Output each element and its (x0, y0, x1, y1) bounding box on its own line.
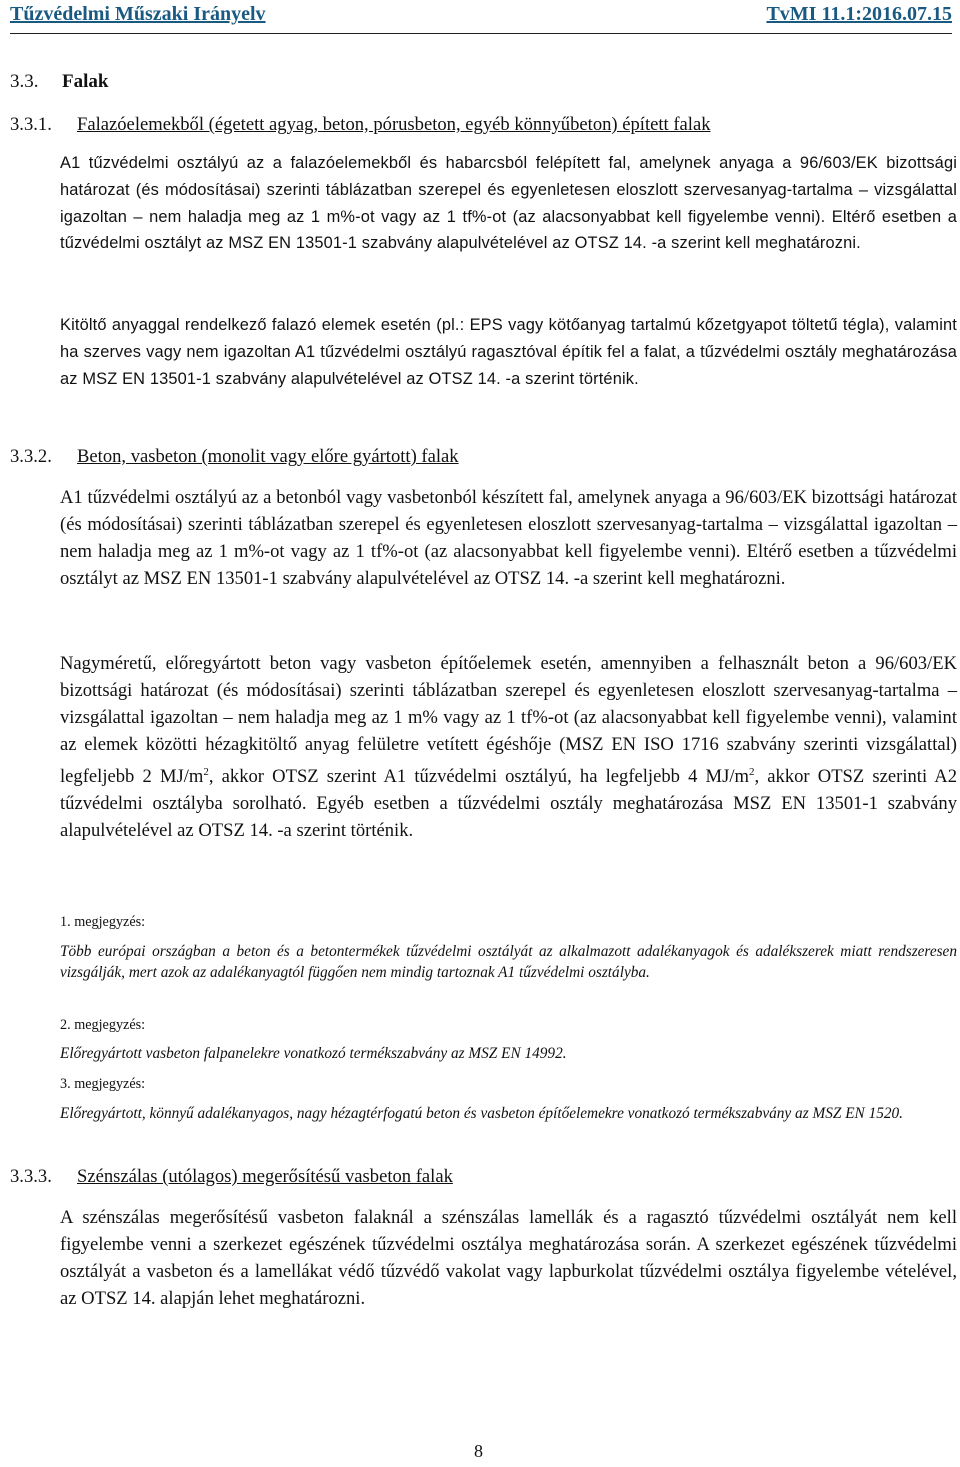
section-3-3-title: Falak (62, 71, 109, 92)
superscript-2-a: 2 (203, 765, 209, 778)
note-3-text: Előregyártott, könnyű adalékanyagos, nagy hézagtérfogatú beton és vasbeton építőelemekre vonatkozó termékszabvány az MSZ EN 1520. (60, 1105, 903, 1122)
page-number: 8 (474, 1441, 483, 1461)
superscript-2-b: 2 (748, 765, 755, 778)
note-3-label: 3. megjegyzés: (60, 1076, 146, 1092)
section-3-3-3-paragraph-1: A szénszálas megerősítésű vasbeton falaknál a szénszálas lamellák és a ragasztó tűzvédelmi osztályát nem kell figyelembe venni a szerkezet egészének tűzvédelmi osztálya meghatározása során. A szerkezet egészének tűzvédelmi osztályát a vasbeton és a lamellákat védő tűzvédő vakolat vagy lapburkolat tűzvédelmi osztálya figyelembe vételével, az OTSZ 14. alapján lehet meghatározni. (60, 1207, 957, 1309)
section-3-3-3-title: Szénszálas (utólagos) megerősítésű vasbeton falak (77, 1166, 453, 1187)
note-2-label: 2. megjegyzés: (60, 1017, 146, 1033)
section-3-3-number: 3.3. (10, 71, 39, 92)
section-3-3-2-paragraph-1: A1 tűzvédelmi osztályú az a betonból vagy vasbetonból készített fal, amelynek anyaga a 96/603/EK bizottsági határozat (és módosításai) szerinti táblázatban szerepel és egyenletesen eloszlott szervesanyag-tartalma – vizsgálattal igazoltan – nem haladja meg az 1 m%-ot vagy az 1 tf%-ot (az alacsonyabbat kell figyelembe venni). Eltérő esetben a tűzvédelmi osztályt az MSZ EN 13501-1 szabvány alapulvételével az OTSZ 14. -a szerint kell meghatározni. (60, 487, 957, 589)
note-1-label: 1. megjegyzés: (60, 914, 146, 930)
section-3-3-1-paragraph-1: A1 tűzvédelmi osztályú az a falazóelemekből és habarcsból felépített fal, amelynek anyaga a 96/603/EK bizottsági határozat (és módosításai) szerinti táblázatban szerepel és egyenletesen eloszlott szervesanyag-tartalma – vizsgálattal igazoltan – nem haladja meg az 1 m%-ot vagy az 1 tf%-ot (az alacsonyabbat kell figyelembe venni). Eltérő esetben a tűzvédelmi osztályt az MSZ EN 13501-1 szabvány alapulvételével az OTSZ 14. -a szerint kell meghatározni. (60, 154, 957, 253)
paragraph-2-part-c: , akkor OTSZ szerinti A2 tűzvédelmi osztályba sorolható. Egyéb esetben a tűzvédelmi osztály meghatározása MSZ EN 13501-1 szabvány alapulvételével az OTSZ 14. -a szerint történik. (60, 765, 957, 841)
section-3-3-1-number: 3.3.1. (10, 114, 52, 135)
header-title: Tűzvédelmi Műszaki Irányelv (10, 3, 266, 25)
page-header (10, 3, 952, 34)
note-2-text: Előregyártott vasbeton falpanelekre vonatkozó termékszabvány az MSZ EN 14992. (60, 1045, 567, 1062)
section-3-3-1-title: Falazóelemekből (égetett agyag, beton, pórusbeton, egyéb könnyűbeton) épített falak (77, 114, 711, 135)
note-1-text: Több európai országban a beton és a betontermékek tűzvédelmi osztályát az alkalmazott adalékanyagok és adalékszerek miatt rendszeresen vizsgálják, mert azok az adalékanyagtól függően nem mindig tartoznak A1 tűzvédelmi osztályba. (60, 943, 957, 982)
paragraph-2-part-a: Nagyméretű, előregyártott beton vagy vasbeton építőelemek esetén, amennyiben a felhasznált beton a 96/603/EK bizottsági határozat (és módosításai) szerinti táblázatban szerepel és egyenletesen eloszlott szervesanyag-tartalma – vizsgálattal igazoltan – nem haladja meg az 1 m% vagy az 1 tf%-ot (az alacsonyabbat kell figyelembe venni), valamint az elemek közötti hézagkitöltő anyag felületre vetített égéshője (MSZ EN ISO 1716 szabvány szerinti vizsgálattal) legfeljebb 2 MJ/m (60, 653, 957, 787)
section-3-3-1-paragraph-2: Kitöltő anyaggal rendelkező falazó elemek esetén (pl.: EPS vagy kötőanyag tartalmú kőzetgyapot töltetű tégla), valamint ha szerves vagy nem igazoltan A1 tűzvédelmi osztályú ragasztóval építik fel a falat, a tűzvédelmi osztály meghatározása az MSZ EN 13501-1 szabvány alapulvételével az OTSZ 14. -a szerint történik. (60, 316, 957, 388)
section-3-3-3-number: 3.3.3. (10, 1166, 52, 1187)
header-code: TvMI 11.1:2016.07.15 (766, 3, 952, 25)
paragraph-2-part-b: , akkor OTSZ szerint A1 tűzvédelmi osztályú, ha legfeljebb 4 MJ/m (208, 765, 749, 787)
section-3-3-2-title: Beton, vasbeton (monolit vagy előre gyártott) falak (77, 446, 459, 467)
section-3-3-2-number: 3.3.2. (10, 446, 52, 467)
section-3-3-2-paragraph-2 (60, 651, 957, 845)
